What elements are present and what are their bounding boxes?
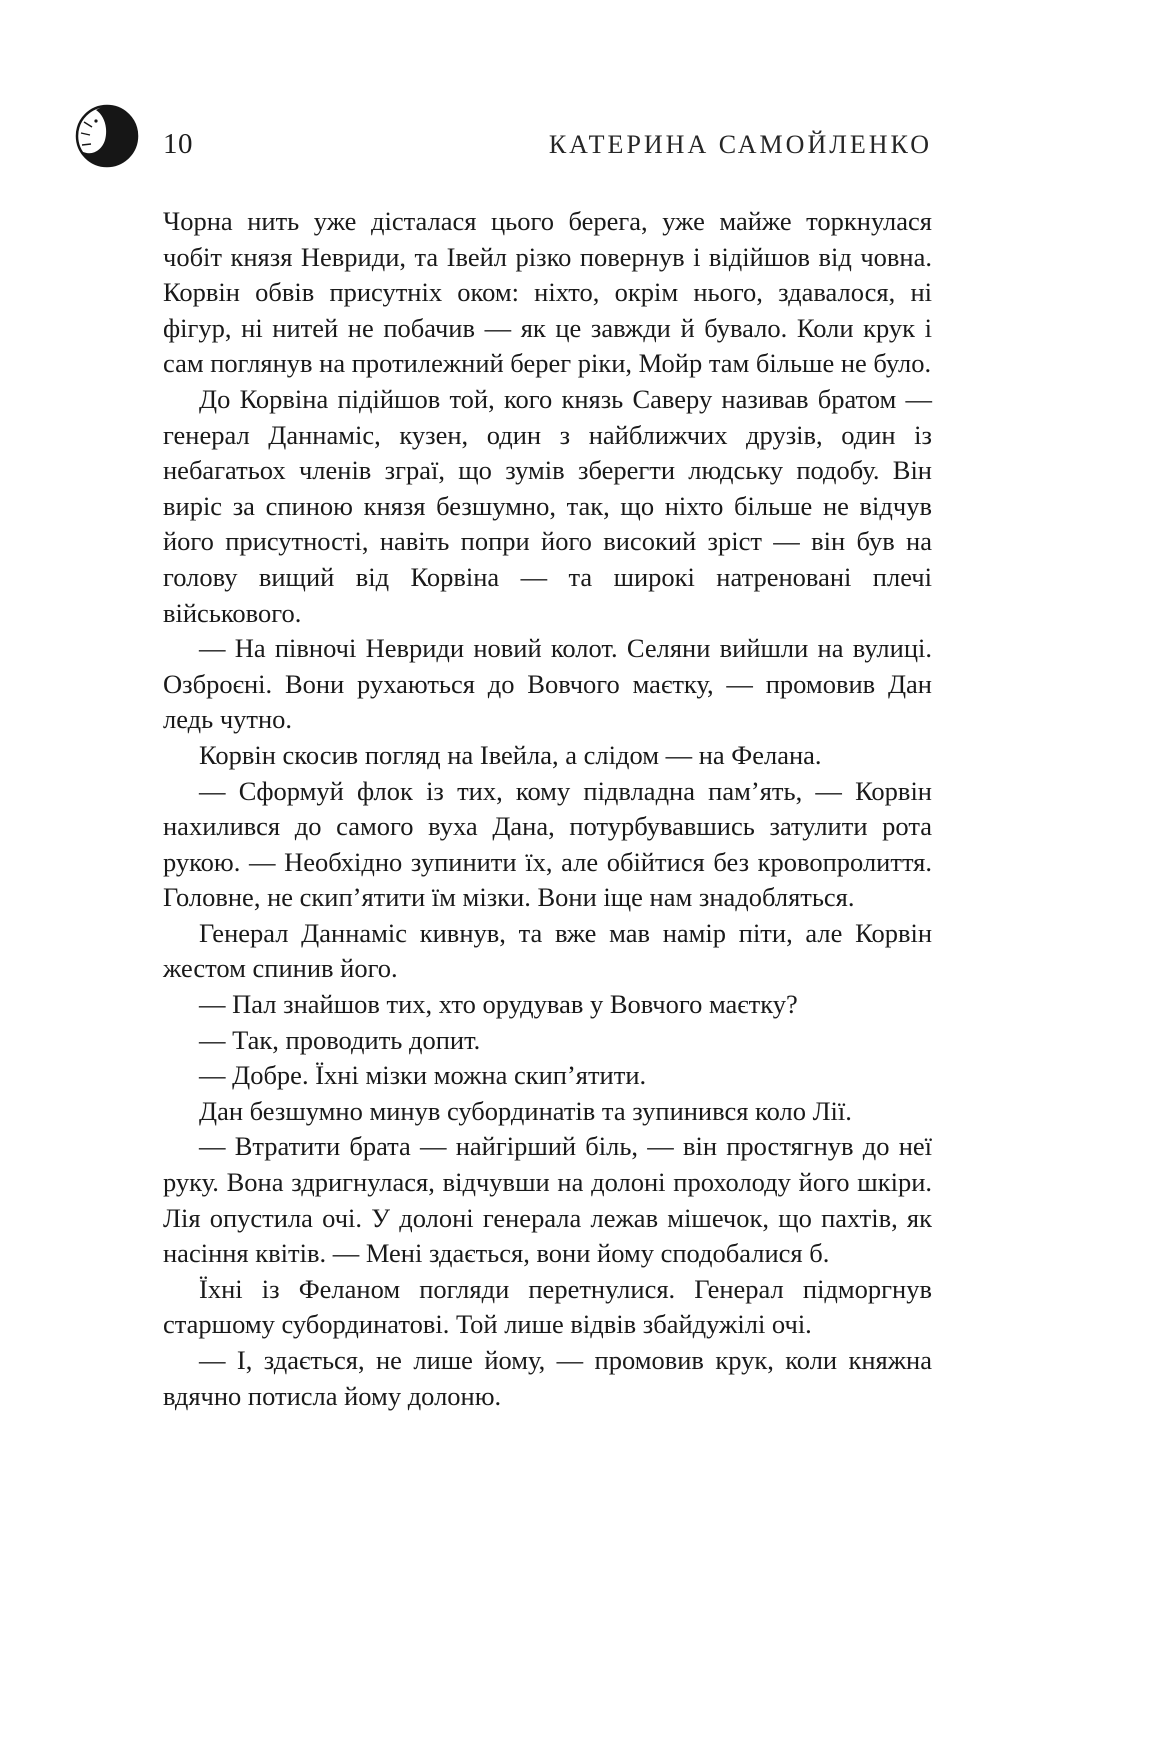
paragraph: Генерал Даннаміс кивнув, та вже мав намір піти, але Корвін жестом спинив його. [163,917,932,984]
body-text [163,204,932,1414]
paragraph-dialogue: — Втратити брата — найгірший біль, — він простягнув до неї руку. Вона здригнулася, відчувши на долоні прохолоду його шкіри. Лія опустила очі. У долоні генерала лежав мішечок, що пахтів, як насіння квітів. — Мені здається, вони йому сподобалися б. [163,1131,932,1269]
paragraph: Дан безшумно минув субординатів та зупинився коло Лії. [199,1095,852,1126]
paragraph: Корвін скосив погляд на Івейла, а слідом — на Фелана. [199,739,822,770]
moon-raven-emblem-icon [72,100,142,172]
paragraph-dialogue: — І, здається, не лише йому, — промовив крук, коли княжна вдячно потисла йому долоню. [163,1345,932,1411]
paragraph-dialogue: — Добре. Їхні мізки можна скип’ятити. [199,1060,647,1091]
running-head-author: КАТЕРИНА САМОЙЛЕНКО [548,130,932,159]
page-number: 10 [163,128,193,160]
paragraph-dialogue: — Так, проводить допит. [199,1024,481,1055]
running-header [163,128,932,166]
paragraph: До Корвіна підійшов той, кого князь Саверу називав братом — генерал Даннаміс, кузен, один з найближчих друзів, один із небагатьох членів зграї, що зумів зберегти людську подобу. Він виріс за спиною князя безшумно, так, що ніхто більше не відчув його присутності, навіть попри його високий зріст — він був на голову вищий від Корвіна — та широкі натреновані плечі військового. [163,383,932,628]
paragraph: Їхні із Феланом погляди перетнулися. Генерал підморгнув старшому субординатові. Той лише відвів збайдужілі очі. [163,1273,932,1340]
paragraph: Чорна нить уже дісталася цього берега, уже майже торкнулася чобіт князя Невриди, та Івейл різко повернув і відійшов від човна. Корвін обвів присутніх оком: ніхто, окрім нього, здавалося, ні фігур, ні нитей не побачив — як це завжди й бувало. Коли крук і сам поглянув на протилежний берег ріки, Мойр там більше не було. [163,206,932,379]
paragraph-dialogue: — На півночі Невриди новий колот. Селяни вийшли на вулиці. Озброєні. Вони рухаються до Вовчого маєтку, — промовив Дан ледь чутно. [163,633,932,735]
paragraph-dialogue: — Пал знайшов тих, хто орудував у Вовчого маєтку? [199,989,798,1020]
paragraph-dialogue: — Сформуй флок із тих, кому підвладна пам’ять, — Корвін нахилився до самого вуха Дана, потурбувавшись затулити рота рукою. — Необхідно зупинити їх, але обійтися без кровопролиття. Головне, не скип’ятити їм мізки. Вони іще нам знадобляться. [163,775,932,913]
